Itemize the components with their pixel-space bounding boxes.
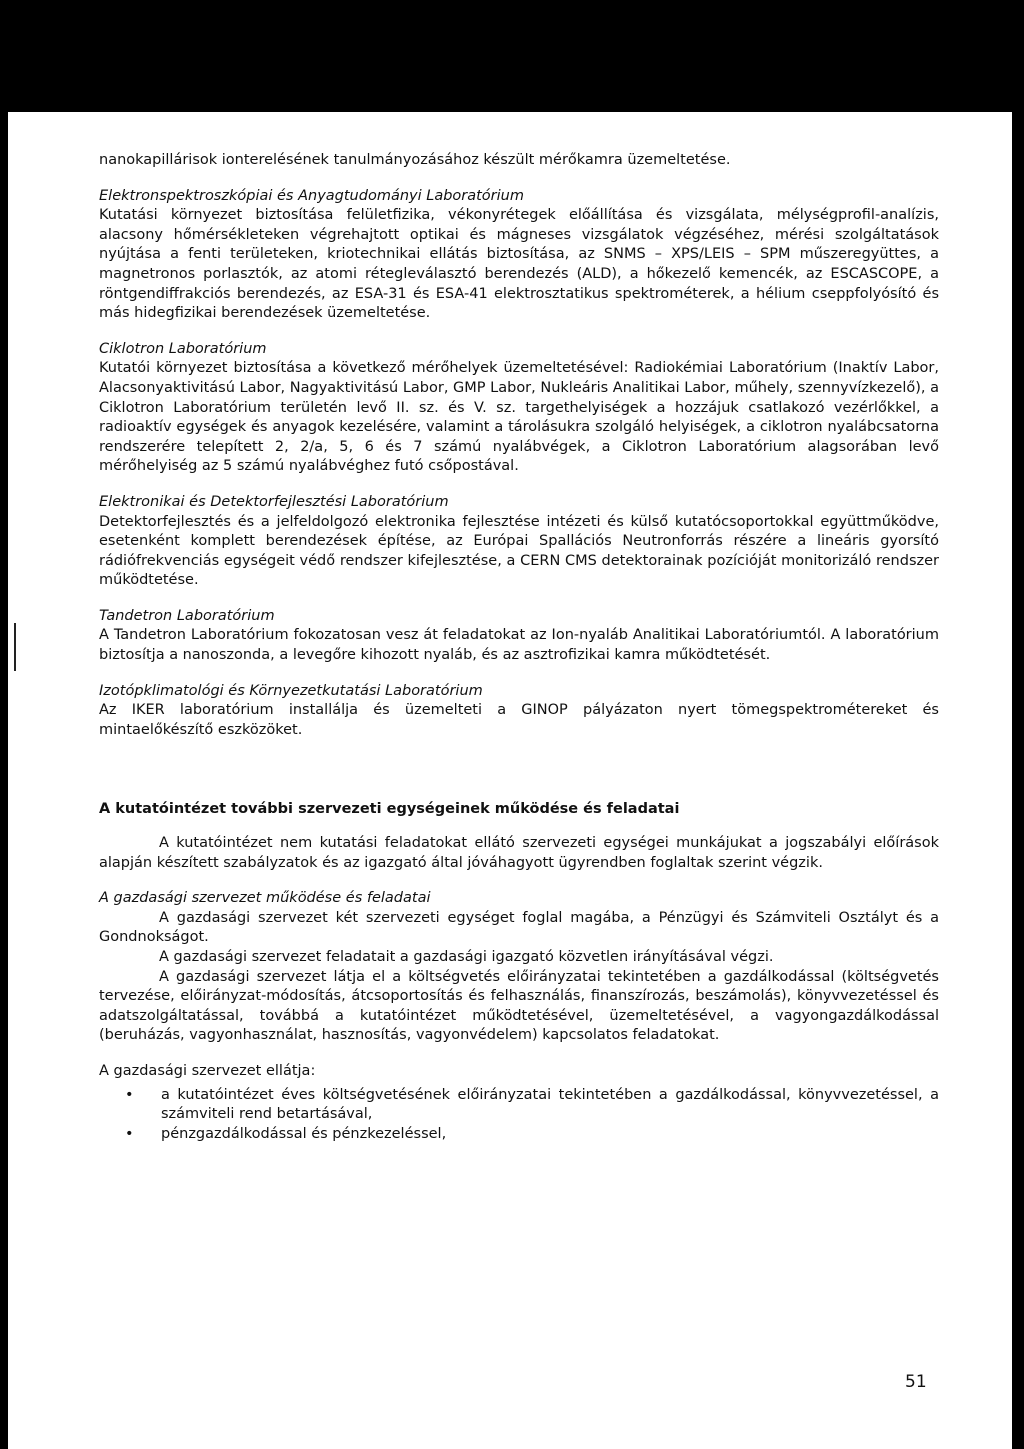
chapter-title: A kutatóintézet további szervezeti egységeinek működése és feladatai [99, 801, 680, 818]
page-number: 51 [905, 1372, 927, 1392]
intro-paragraph: A kutatóintézet nem kutatási feladatokat ellátó szervezeti egységei munkájukat a jogszabályi előírások alapján készített szabályzatok és az igazgató által jóváhagyott ügyrendben foglaltak szerint végzik. [99, 835, 939, 871]
section-body: Kutatói környezet biztosítása a következő mérőhelyek üzemeltetésével: Radiokémiai Laboratórium (Inaktív Labor, Alacsonyaktivitású Labor, Nagyaktivitású Labor, GMP Labor, Nukleáris Analitikai Labor, műhely, szennyvízkezelő), a Ciklotron Laboratórium területén levő II. sz. és V. sz. targethelyiségek a hozzájuk csatlakozó vezérlőkkel, a radioaktív egységek és anyagok kezelésére, valamint a tárolásukra szolgáló helyiségek, a ciklotron nyalábcsatorna rendszerére telepített 2, 2/a, 5, 6 és 7 számú nyalábvégek, a Ciklotron Laboratórium alagsorában levő mérőhelyiség az 5 számú nyalábvéghez futó csőpostával. [99, 360, 939, 475]
gazdasagi-list-block [99, 1062, 939, 1144]
gazdasagi-paragraph: A gazdasági szervezet két szervezeti egységet foglal magába, a Pénzügyi és Számviteli Osztályt és a Gondnokságot. [99, 909, 939, 946]
list-item [99, 1086, 939, 1125]
margin-change-bar [14, 623, 16, 671]
section-heading: Elektronikai és Detektorfejlesztési Laboratórium [99, 493, 449, 510]
list-item-text: a kutatóintézet éves költségvetésének előirányzatai tekintetében a gazdálkodással, könyvvezetéssel, a számviteli rend betartásával, [161, 1086, 939, 1123]
gazdasagi-paragraph: A gazdasági szervezet feladatait a gazdasági igazgató közvetlen irányításával végzi. [159, 949, 774, 965]
section-elektronikai [99, 493, 939, 591]
gazdasagi-paragraph: A gazdasági szervezet látja el a költségvetés előirányzatai tekintetében a gazdálkodással (költségvetés tervezése, előirányzat-módosítás, átcsoportosítás és felhasználás, finanszírozás, beszámolás), könyvvezetéssel és adatszolgáltatással, továbbá a kutatóintézet működtetésével, üzemeltetésével, a vagyongazdálkodással (beruházás, vagyonhasználat, hasznosítás, vagyonvédelem) kapcsolatos feladatokat. [99, 968, 939, 1044]
section-body: Az IKER laboratórium installálja és üzemelteti a GINOP pályázaton nyert tömegspektrométereket és mintaelőkészítő eszközöket. [99, 702, 939, 738]
section-heading: Izotópklimatológi és Környezetkutatási Laboratórium [99, 682, 483, 699]
list-item [99, 1125, 939, 1145]
top-line: nanokapillárisok ionterelésének tanulmányozásához készült mérőkamra üzemeltetése. [99, 152, 731, 168]
section-tandetron [99, 607, 939, 666]
section-elektronspektroszkopiai [99, 187, 939, 324]
list-intro: A gazdasági szervezet ellátja: [99, 1062, 316, 1079]
section-heading: Elektronspektroszkópiai és Anyagtudományi Laboratórium [99, 187, 524, 204]
section-izotopklimatologi [99, 682, 939, 741]
page-content [99, 151, 939, 1144]
section-heading: Tandetron Laboratórium [99, 607, 275, 624]
section-body: A Tandetron Laboratórium fokozatosan vesz át feladatokat az Ion-nyaláb Analitikai Laboratóriumtól. A laboratórium biztosítja a nanoszonda, a levegőre kihozott nyaláb, és az asztrofizikai kamra működtetését. [99, 627, 939, 664]
bullet-list [99, 1086, 939, 1145]
section-heading: A gazdasági szervezet működése és feladatai [99, 890, 431, 907]
section-ciklotron [99, 340, 939, 477]
list-item-text: pénzgazdálkodással és pénzkezeléssel, [161, 1125, 447, 1142]
bullet-icon: • [125, 1086, 134, 1103]
section-gazdasagi [99, 889, 939, 1046]
section-body: Kutatási környezet biztosítása felületfizika, vékonyrétegek előállítása és vizsgálata, mélységprofil-analízis, alacsony hőmérsékleteken végrehajtott optikai és mágneses vizsgálatok végzéséhez, mérési szolgáltatások nyújtása a fenti területeken, kriotechnikai ellátás biztosítása, az SNMS – XPS/LEIS – SPM műszeregyüttes, a magnetronos porlasztók, az atomi rétegleválasztó berendezés (ALD), a hőkezelő kemencék, az ESCASCOPE, a röntgendiffrakciós berendezés, az ESA-31 és ESA-41 elektrosztatikus spektrométerek, a hélium cseppfolyósító és más hidegfizikai berendezések üzemeltetése. [99, 207, 939, 322]
section-body: Detektorfejlesztés és a jelfeldolgozó elektronika fejlesztése intézeti és külső kutatócsoportokkal együttműködve, esetenként komplett berendezések építése, az Európai Spallációs Neutronforrás részére a lineáris gyorsító rádiófrekvenciás egységeit védő rendszer kifejlesztése, a CERN CMS detektorainak pozícióját monitorizáló rendszer működtetése. [99, 513, 939, 589]
bullet-icon: • [125, 1125, 134, 1142]
section-heading: Ciklotron Laboratórium [99, 340, 267, 357]
